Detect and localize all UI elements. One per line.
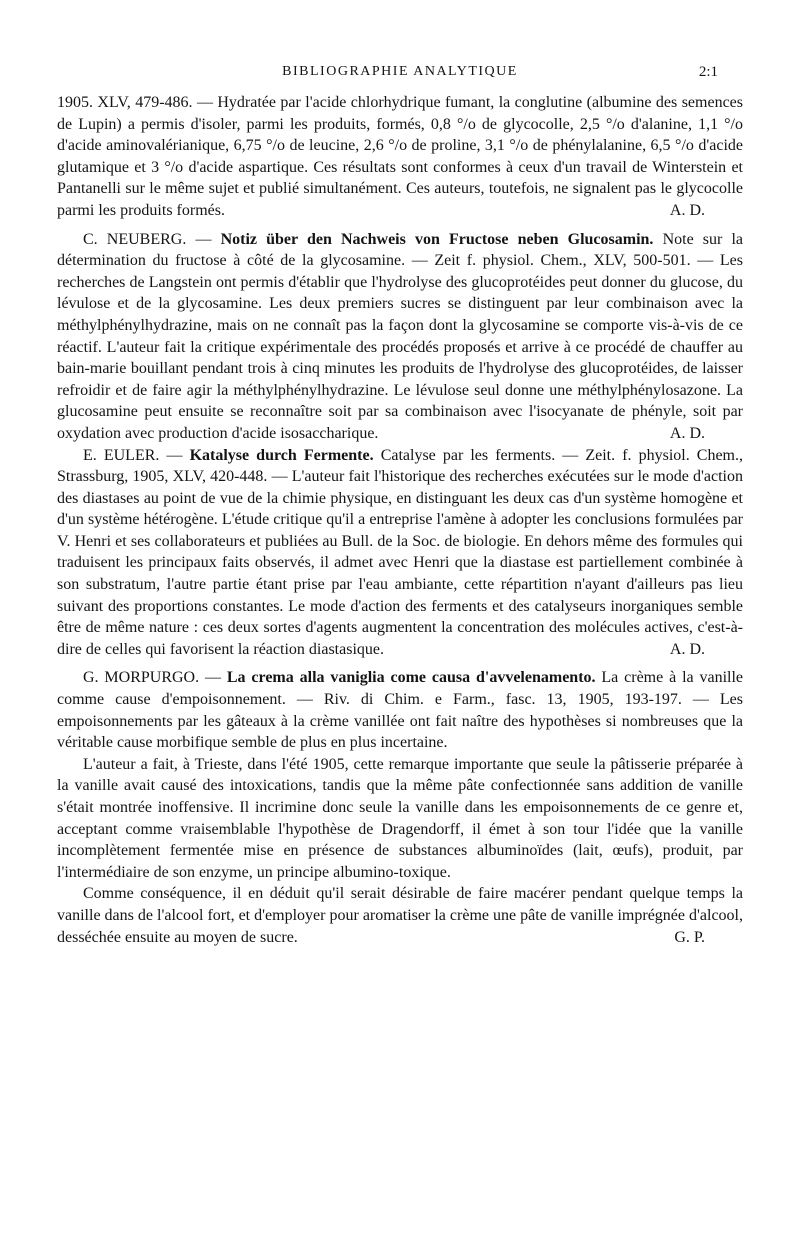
entry-author: G. MORPURGO.: [83, 669, 200, 687]
entry-author: E. EULER.: [83, 446, 160, 464]
reviewer-initials: G. P.: [674, 928, 705, 946]
bibliography-entry: [57, 229, 743, 445]
reviewer-initials: A. D.: [669, 640, 705, 658]
paragraph-text: L'auteur a fait, à Trieste, dans l'été 1905, cette remarque importante que seule la pâtisserie préparée à la vanille avait causé des intoxications, tandis que la même pâte confectionnée sans addition de vanille s'était montrée inoffensive. Il incrimine donc seule la vanille dans les empoisonnements de ce genre et, acceptant comme vraisemblable l'hypothèse de Dragendorff, il émet à son tour l'idée que la vanille incomplètement fermentée mise en présence de substances albuminoïdes (lait, œufs), produit, par l'intermédiaire de son enzyme, un principe albumino-toxique.: [57, 755, 743, 881]
entry-author: C. NEUBERG.: [83, 230, 187, 248]
paragraph-text: Note sur la détermination du fructose à côté de la glycosamine. — Zeit f. physiol. Chem., XLV, 500-501. — Les recherches de Langstein ont permis d'établir que l'hydrolyse des glucoprotéides peut donner du glucose, du lévulose et de la glycosamine. Les deux premiers sucres se distinguent par leur combinaison avec la méthylphénylhydrazine, mais on ne connaît pas la façon dont la glycosamine se comporte vis-à-vis de ce réactif. L'auteur fait la critique expérimentale des procédés proposés et arrive à ce procédé de chauffer au bain-marie bouillant pendant trois à cinq minutes les produits de l'hydrolyse des glucoprotéides, de laisser refroidir et de faire agir la méthylphénylhydrazine. Le lévulose seul donne une méthylphénylosazone. La glucosamine peut ensuite se reconnaître soit par sa combinaison avec l'isocyanate de phényle, soit par oxydation avec production d'acide isosaccharique.: [57, 230, 743, 442]
paragraph-text: 1905. XLV, 479-486. — Hydratée par l'acide chlorhydrique fumant, la conglutine (albumine des semences de Lupin) a permis d'isoler, parmi les produits, formés, 0,8 °/o de glycocolle, 2,5 °/o d'alanine, 1,1 °/o d'acide aminovalérianique, 6,75 °/o de leucine, 2,6 °/o de proline, 3,1 °/o de phénylalanine, 6,5 °/o d'acide glutamique et 3 °/o d'acide aspartique. Ces résultats sont conformes à ceux d'un travail de Winterstein et Pantanelli sur le même sujet et publié simultanément. Ces auteurs, toutefois, ne signalent pas le glycocolle parmi les produits formés.: [57, 94, 743, 219]
page-number: 2:1: [698, 64, 718, 80]
entry-paragraph: [57, 883, 743, 948]
entry-paragraph: E. EULER. — Katalyse durch Fermente. Catalyse par les ferments. — Zeit. f. physiol. Chem., Strassburg, 1905, XLV, 420-448. — L'auteur fait l'historique des recherches exécutées sur le mode d'action des diastases au point de vue de la chimie physique, en distinguant les deux cas d'un système homogène et d'un système hétérogène. L'étude critique qu'il a entreprise l'amène à adopter les conclusions formulées par V. Henri et ses collaborateurs et publiées au Bull. de la Soc. de biologie. En dehors même des formules qui traduisent les principaux faits observés, il admet avec Henri que la diastase est partiellement combinée à son substratum, l'autre partie étant prise par l'eau ambiante, cette répartition n'ayant d'ailleurs pas lieu suivant des proportions constantes. Le mode d'action des ferments et des catalyseurs inorganiques semble être de même nature : ces deux sortes d'agents augmentent la concentration des molécules actives, c'est-à-dire de celles qui favorisent la réaction diastasique. A. D.: [57, 445, 743, 661]
paragraph-text: Comme conséquence, il en déduit qu'il serait désirable de faire macérer pendant quelque temps la vanille dans de l'alcool fort, et d'employer pour aromatiser la crème une pâte de vanille imprégnée d'alcool, desséchée ensuite au moyen de sucre.: [57, 885, 743, 946]
entry-paragraph: [57, 92, 743, 222]
entry-title: Notiz über den Nachweis von Fructose neben Glucosamin.: [220, 230, 654, 248]
running-header: [0, 64, 800, 86]
bibliography-entry: [57, 667, 743, 948]
entry-paragraph: [57, 754, 743, 884]
running-title: BIBLIOGRAPHIE ANALYTIQUE: [282, 64, 518, 79]
bibliography-entry: [57, 445, 743, 661]
entry-paragraph: C. NEUBERG. — Notiz über den Nachweis von Fructose neben Glucosamin. Note sur la détermination du fructose à côté de la glycosamine. — Zeit f. physiol. Chem., XLV, 500-501. — Les recherches de Langstein ont permis d'établir que l'hydrolyse des glucoprotéides peut donner du glucose, du lévulose et de la glycosamine. Les deux premiers sucres se distinguent par leur combinaison avec la méthylphénylhydrazine, mais on ne connaît pas la façon dont la glycosamine se comporte vis-à-vis de ce réactif. L'auteur fait la critique expérimentale des procédés proposés et arrive à ce procédé de chauffer au bain-marie bouillant pendant trois à cinq minutes les produits de l'hydrolyse des glucoprotéides, de laisser refroidir et de faire agir la méthylphénylhydrazine. Le lévulose seul donne une méthylphénylosazone. La glucosamine peut ensuite se reconnaître soit par sa combinaison avec l'isocyanate de phényle, soit par oxydation avec production d'acide isosaccharique. A. D.: [57, 229, 743, 445]
reviewer-initials: A. D.: [669, 201, 705, 219]
entry-title: La crema alla vaniglia come causa d'avvelenamento.: [226, 669, 596, 687]
bibliography-entry: [57, 92, 743, 222]
entry-title: Katalyse durch Fermente.: [189, 446, 374, 464]
reviewer-initials: A. D.: [669, 424, 705, 442]
page-body: [57, 92, 743, 948]
paragraph-text: Catalyse par les ferments. — Zeit. f. physiol. Chem., Strassburg, 1905, XLV, 420-448. — L'auteur fait l'historique des recherches exécutées sur le mode d'action des diastases au point de vue de la chimie physique, en distinguant les deux cas d'un système homogène et d'un système hétérogène. L'étude critique qu'il a entreprise l'amène à adopter les conclusions formulées par V. Henri et ses collaborateurs et publiées au Bull. de la Soc. de biologie. En dehors même des formules qui traduisent les principaux faits observés, il admet avec Henri que la diastase est partiellement combinée à son substratum, l'autre partie étant prise par l'eau ambiante, cette répartition n'ayant d'ailleurs pas lieu suivant des proportions constantes. Le mode d'action des ferments et des catalyseurs inorganiques semble être de même nature : ces deux sortes d'agents augmentent la concentration des molécules actives, c'est-à-dire de celles qui favorisent la réaction diastasique.: [57, 446, 744, 658]
entry-paragraph: G. MORPURGO. — La crema alla vaniglia come causa d'avvelenamento. La crème à la vanille comme cause d'empoisonnement. — Riv. di Chim. e Farm., fasc. 13, 1905, 193-197. — Les empoisonnements par les gâteaux à la crème vanillée ont fait naître des hypothèses si nombreuses que la véritable cause morbifique semble de plus en plus incertaine.: [57, 669, 744, 752]
paragraph-text: La crème à la vanille comme cause d'empoisonnement. — Riv. di Chim. e Farm., fasc. 13, 1905, 193-197. — Les empoisonnements par les gâteaux à la crème vanillée ont fait naître des hypothèses si nombreuses que la véritable cause morbifique semble de plus en plus incertaine.: [57, 669, 744, 752]
